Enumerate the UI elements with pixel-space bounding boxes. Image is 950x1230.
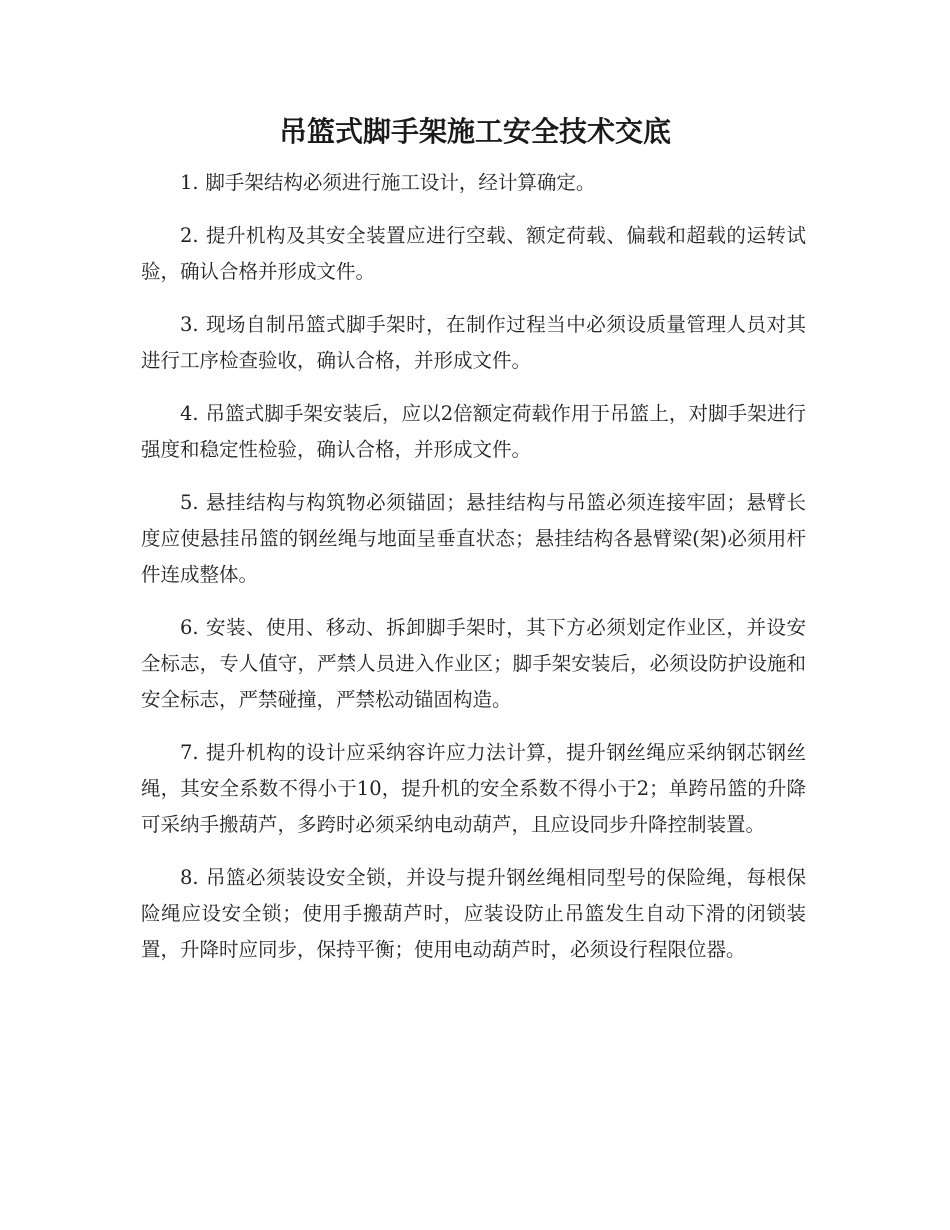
paragraph-number: 4. [180,402,199,425]
paragraph-text: 提升机构及其安全装置应进行空载、额定荷载、偏载和超载的运转试验，确认合格并形成文件。 [141,224,806,283]
paragraph-number: 6. [180,616,199,639]
paragraph-text: 脚手架结构必须进行施工设计，经计算确定。 [205,171,596,194]
paragraph-number: 3. [180,313,199,336]
paragraph-number: 5. [180,491,199,514]
paragraph-number: 8. [180,866,199,889]
paragraph-4 [141,396,806,468]
paragraph-3 [141,307,806,379]
paragraph-text: 安装、使用、移动、拆卸脚手架时，其下方必须划定作业区，并设安全标志，专人值守，严禁人员进入作业区；脚手架安装后，必须设防护设施和安全标志，严禁碰撞，严禁松动锚固构造。 [141,616,806,711]
paragraph-text: 悬挂结构与构筑物必须锚固；悬挂结构与吊篮必须连接牢固；悬臂长度应使悬挂吊篮的钢丝绳与地面呈垂直状态；悬挂结构各悬臂梁(架)必须用杆件连成整体。 [141,491,806,586]
paragraph-6 [141,610,806,718]
document-body [141,165,806,985]
paragraph-text: 吊篮式脚手架安装后，应以2倍额定荷载作用于吊篮上，对脚手架进行强度和稳定性检验，确认合格，并形成文件。 [141,402,806,461]
paragraph-number: 1. [180,171,199,194]
paragraph-1 [141,165,806,201]
paragraph-text: 吊篮必须装设安全锁，并设与提升钢丝绳相同型号的保险绳，每根保险绳应设安全锁；使用手搬葫芦时，应装设防止吊篮发生自动下滑的闭锁装置，升降时应同步，保持平衡；使用电动葫芦时，必须设行程限位器。 [141,866,806,961]
document-title: 吊篮式脚手架施工安全技术交底 [278,115,671,148]
paragraph-7 [141,735,806,843]
paragraph-5 [141,485,806,593]
paragraph-number: 7. [180,741,199,764]
paragraph-2 [141,218,806,290]
paragraph-text: 现场自制吊篮式脚手架时，在制作过程当中必须设质量管理人员对其进行工序检查验收，确认合格，并形成文件。 [141,313,806,372]
paragraph-text: 提升机构的设计应采纳容许应力法计算，提升钢丝绳应采纳钢芯钢丝绳，其安全系数不得小于10，提升机的安全系数不得小于2；单跨吊篮的升降可采纳手搬葫芦，多跨时必须采纳电动葫芦，且应设同步升降控制装置。 [141,741,806,836]
paragraph-8 [141,860,806,968]
paragraph-number: 2. [180,224,199,247]
